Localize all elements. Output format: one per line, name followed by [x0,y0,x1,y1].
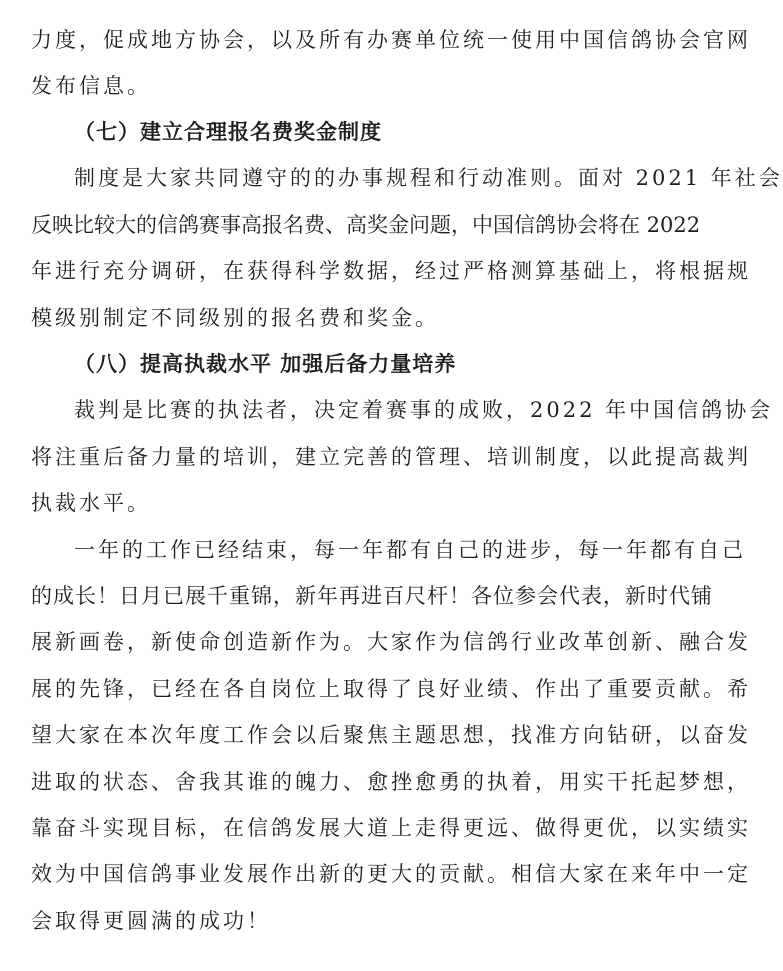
text-line: 裁判是比赛的执法者，决定着赛事的成败，2022 年中国信鸽协会 [74,398,774,422]
section-heading-8: （八）提高执裁水平 加强后备力量培养 [74,352,457,376]
text-line: 进取的状态、舍我其谁的魄力、愈挫愈勇的执着，用实干托起梦想， [31,770,751,794]
text-line: 执裁水平。 [31,491,151,515]
text-line: 发布信息。 [31,74,151,98]
text-line: 年进行充分调研，在获得科学数据，经过严格测算基础上，将根据规 [31,259,751,283]
text-line: 一年的工作已经结束，每一年都有自己的进步，每一年都有自己 [74,538,746,562]
text-line: 的成长！日月已展千重锦，新年再进百尺杆！各位参会代表，新时代铺 [31,584,713,608]
text-line: 将注重后备力量的培训，建立完善的管理、培训制度，以此提高裁判 [31,445,751,469]
section-heading-7: （七）建立合理报名费奖金制度 [74,120,382,144]
text-line: 反映比较大的信鸽赛事高报名费、高奖金问题，中国信鸽协会将在 2022 [31,213,701,237]
text-line: 靠奋斗实现目标，在信鸽发展大道上走得更远、做得更优，以实绩实 [31,816,751,840]
text-line: 力度，促成地方协会，以及所有办赛单位统一使用中国信鸽协会官网 [31,28,751,52]
text-line: 望大家在本次年度工作会以后聚焦主题思想，找准方向钻研，以奋发 [31,723,751,747]
text-line: 效为中国信鸽事业发展作出新的更大的贡献。相信大家在来年中一定 [31,862,751,886]
text-line: 展的先锋，已经在各自岗位上取得了良好业绩、作出了重要贡献。希 [31,677,751,701]
text-line: 制度是大家共同遵守的的办事规程和行动准则。面对 2021 年社会 [74,166,783,190]
text-line: 模级别制定不同级别的报名费和奖金。 [31,306,439,330]
text-line: 会取得更圆满的成功！ [31,909,271,933]
text-line: 展新画卷，新使命创造新作为。大家作为信鸽行业改革创新、融合发 [31,630,751,654]
